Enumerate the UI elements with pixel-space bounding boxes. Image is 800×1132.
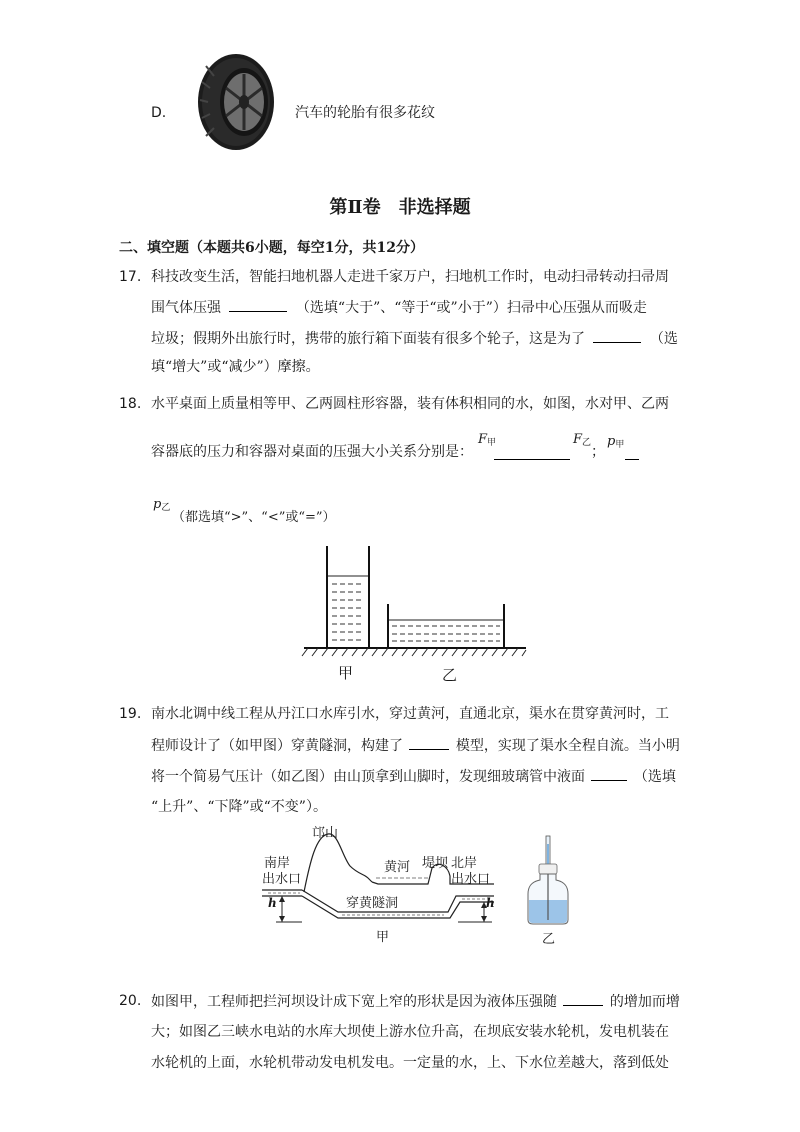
answer-blank[interactable] [593, 328, 641, 343]
var-sub: 乙 [582, 438, 592, 448]
question-text: 模型，实现了渠水全程自流。当小明 [455, 738, 680, 754]
var-sub: 甲 [615, 440, 625, 450]
question-text: 南水北调中线工程从丹江口水库引水，穿过黄河，直通北京，渠水在贯穿黄河时，工 [151, 706, 669, 722]
var-p: p [607, 434, 616, 449]
figure-label: 乙 [442, 666, 458, 684]
fig-label-h: h [268, 896, 277, 910]
question-text: （选 [649, 331, 678, 347]
question-number: 18. [119, 396, 142, 412]
fig-label-tunnel: 穿黄隧洞 [346, 896, 399, 911]
question-text: （选填 [633, 769, 676, 785]
fig-label-north-bank: 北岸 [451, 856, 478, 871]
question-text: 垃圾；假期外出旅行时，携带的旅行箱下面装有很多个轮子，这是为了 [151, 331, 585, 347]
figure-label: 乙 [542, 932, 556, 947]
figure-label: 甲 [338, 664, 354, 682]
question-text-line [151, 297, 647, 318]
pressure-p-yi [153, 497, 170, 513]
question-text: 将一个简易气压计（如乙图）由山顶拿到山脚时，发现细玻璃管中液面 [151, 769, 585, 785]
question-text-line [151, 328, 678, 349]
question-text: 如图甲，工程师把拦河坝设计成下宽上窄的形状是因为液体压强随 [151, 994, 557, 1010]
question-text: “上升”、“下降”或“不变”）。 [151, 799, 327, 815]
question-text: 大；如图乙三峡水电站的水库大坝使上游水位升高，在坝底安装水轮机，发电机装在 [151, 1024, 669, 1040]
fig-label-dam: 堤坝 [422, 856, 449, 871]
var-sub: 甲 [487, 438, 497, 448]
question-text: 水轮机的上面，水轮机带动发电机发电。一定量的水，上、下水位差越大，落到低处 [151, 1055, 669, 1071]
question-text-line [151, 766, 676, 787]
figure-label: 甲 [376, 930, 390, 945]
car-tire-icon [192, 52, 280, 152]
semicolon: ； [591, 444, 605, 460]
question-text: 围气体压强 [151, 300, 221, 316]
question-text-line [151, 735, 680, 756]
answer-blank[interactable] [625, 445, 639, 460]
question-text: 填“增大”或“减少”）摩擦。 [151, 359, 320, 375]
answer-blank[interactable] [591, 766, 627, 781]
answer-blank[interactable] [563, 991, 603, 1006]
question-text-line [151, 991, 680, 1012]
fig-label-h: h [486, 896, 495, 910]
question-text: 程师设计了（如甲图）穿黄隧洞，构建了 [151, 738, 403, 754]
question-number: 17. [119, 269, 142, 285]
question-number: 20. [119, 993, 142, 1009]
fig-label-north-outlet: 出水口 [451, 872, 491, 887]
fig-label-river: 黄河 [384, 860, 411, 875]
option-d-caption: 汽车的轮胎有很多花纹 [295, 105, 435, 121]
section-title: 第Ⅱ卷 非选择题 [329, 197, 471, 218]
answer-blank[interactable] [409, 735, 449, 750]
fig-label-south-bank: 南岸 [264, 856, 291, 871]
question-text: 水平桌面上质量相等甲、乙两圆柱形容器，装有体积相同的水，如图，水对甲、乙两 [151, 396, 669, 412]
question-text: （都选填“>”、“<”或“=”） [172, 510, 336, 525]
var-f: F [573, 432, 583, 447]
var-sub: 乙 [161, 503, 171, 513]
question-text: 的增加而增 [609, 994, 680, 1010]
question-text: 容器底的压力和容器对桌面的压强大小关系分别是： [151, 444, 473, 460]
fig-label-south-outlet: 出水口 [262, 872, 302, 887]
barometer-bottle-icon [524, 834, 572, 926]
fig-label-mountain: 邙山 [312, 826, 339, 841]
question-text: （选填“大于”、“等于“或”小于”）扫帚中心压强从而吸走 [295, 300, 647, 316]
force-f-yi [573, 432, 591, 448]
question-text: 科技改变生活，智能扫地机器人走进千家万户，扫地机工作时，电动扫帚转动扫帚周 [151, 269, 669, 285]
option-d-letter: D. [151, 105, 167, 121]
pressure-p-jia [607, 434, 624, 450]
answer-blank[interactable] [229, 297, 287, 312]
var-p: p [153, 497, 162, 512]
containers-figure [300, 540, 530, 660]
question-number: 19. [119, 706, 142, 722]
answer-blank[interactable] [494, 445, 570, 460]
var-f: F [478, 432, 488, 447]
part-heading: 二、填空题（本题共6小题，每空1分，共12分） [119, 240, 424, 256]
